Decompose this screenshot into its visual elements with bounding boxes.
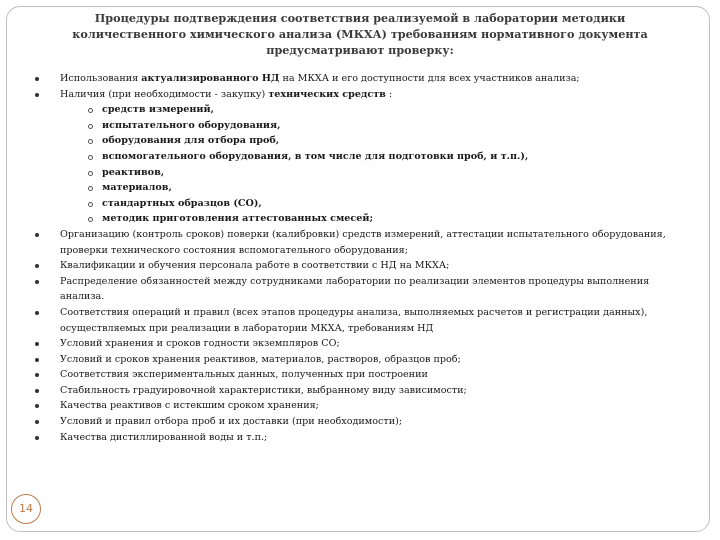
sub-bullet-icon — [88, 108, 93, 113]
bullet-icon — [35, 280, 39, 284]
sub-list-item: вспомогательного оборудования, в том числе для подготовки проб, и т.п.), — [60, 149, 695, 165]
technical-means-sublist — [60, 102, 695, 227]
bullet-icon — [35, 420, 39, 424]
bullet-icon — [35, 342, 39, 346]
bullet-icon — [35, 77, 39, 81]
list-item: Соответствия операций и правил (всех этапов процедуры анализа, выполняемых расчетов и регистрации данных), осуществляемых при реализации в лаборатории МКХА, требованиям НД — [30, 305, 695, 336]
bullet-icon — [35, 311, 39, 315]
requirements-list — [30, 71, 695, 445]
list-item: Качества дистиллированной воды и т.п.; — [30, 430, 695, 446]
sub-list-item: стандартных образцов (СО), — [60, 196, 695, 212]
title-line-2: количественного химического анализа (МКХА) требованиям нормативного документа — [72, 27, 648, 41]
list-item: Наличия (при необходимости - закупку) технических средств : средств измерений, испытательного оборудования, оборудования для отбора проб, вспомогательного оборудования, в том числе для подготовки проб, и т.п.), реактивов, материалов, стандартных образцов (СО), методик приготовления аттестованных смесей; — [30, 87, 695, 227]
sub-bullet-icon — [88, 124, 93, 129]
sub-bullet-icon — [88, 217, 93, 222]
bullet-icon — [35, 264, 39, 268]
bullet-icon — [35, 436, 39, 440]
bullet-icon — [35, 93, 39, 97]
title-line-1: Процедуры подтверждения соответствия реализуемой в лаборатории методики — [94, 11, 626, 25]
list-item: Условий и сроков хранения реактивов, материалов, растворов, образцов проб; — [30, 352, 695, 368]
list-item: Условий хранения и сроков годности экземпляров СО; — [30, 336, 695, 352]
title-line-3: предусматривают проверку: — [266, 43, 454, 57]
list-item: Соответствия экспериментальных данных, полученных при построении — [30, 367, 695, 383]
page-number-badge: 14 — [11, 494, 41, 524]
sub-bullet-icon — [88, 155, 93, 160]
sub-list-item: материалов, — [60, 180, 695, 196]
sub-list-item: оборудования для отбора проб, — [60, 133, 695, 149]
list-item: Квалификации и обучения персонала работе в соответствии с НД на МКХА; — [30, 258, 695, 274]
slide-title — [40, 10, 680, 58]
bullet-icon — [35, 373, 39, 377]
list-item: Качества реактивов с истекшим сроком хранения; — [30, 398, 695, 414]
sub-bullet-icon — [88, 186, 93, 191]
bullet-icon — [35, 358, 39, 362]
sub-list-item: средств измерений, — [60, 102, 695, 118]
bullet-icon — [35, 389, 39, 393]
sub-bullet-icon — [88, 171, 93, 176]
sub-list-item: методик приготовления аттестованных смесей; — [60, 211, 695, 227]
sub-bullet-icon — [88, 202, 93, 207]
list-item: Распределение обязанностей между сотрудниками лаборатории по реализации элементов процедуры выполнения анализа. — [30, 274, 695, 305]
list-item: Организацию (контроль сроков) поверки (калибровки) средств измерений, аттестации испытательного оборудования, проверки технического состояния вспомогательного оборудования; — [30, 227, 695, 258]
bullet-icon — [35, 233, 39, 237]
sub-list-item: реактивов, — [60, 165, 695, 181]
list-item: Стабильность градуировочной характеристики, выбранному виду зависимости; — [30, 383, 695, 399]
list-item: Использования актуализированного НД на МКХА и его доступности для всех участников анализа; — [30, 71, 695, 87]
sub-bullet-icon — [88, 139, 93, 144]
bullet-icon — [35, 404, 39, 408]
list-item: Условий и правил отбора проб и их доставки (при необходимости); — [30, 414, 695, 430]
sub-list-item: испытательного оборудования, — [60, 118, 695, 134]
